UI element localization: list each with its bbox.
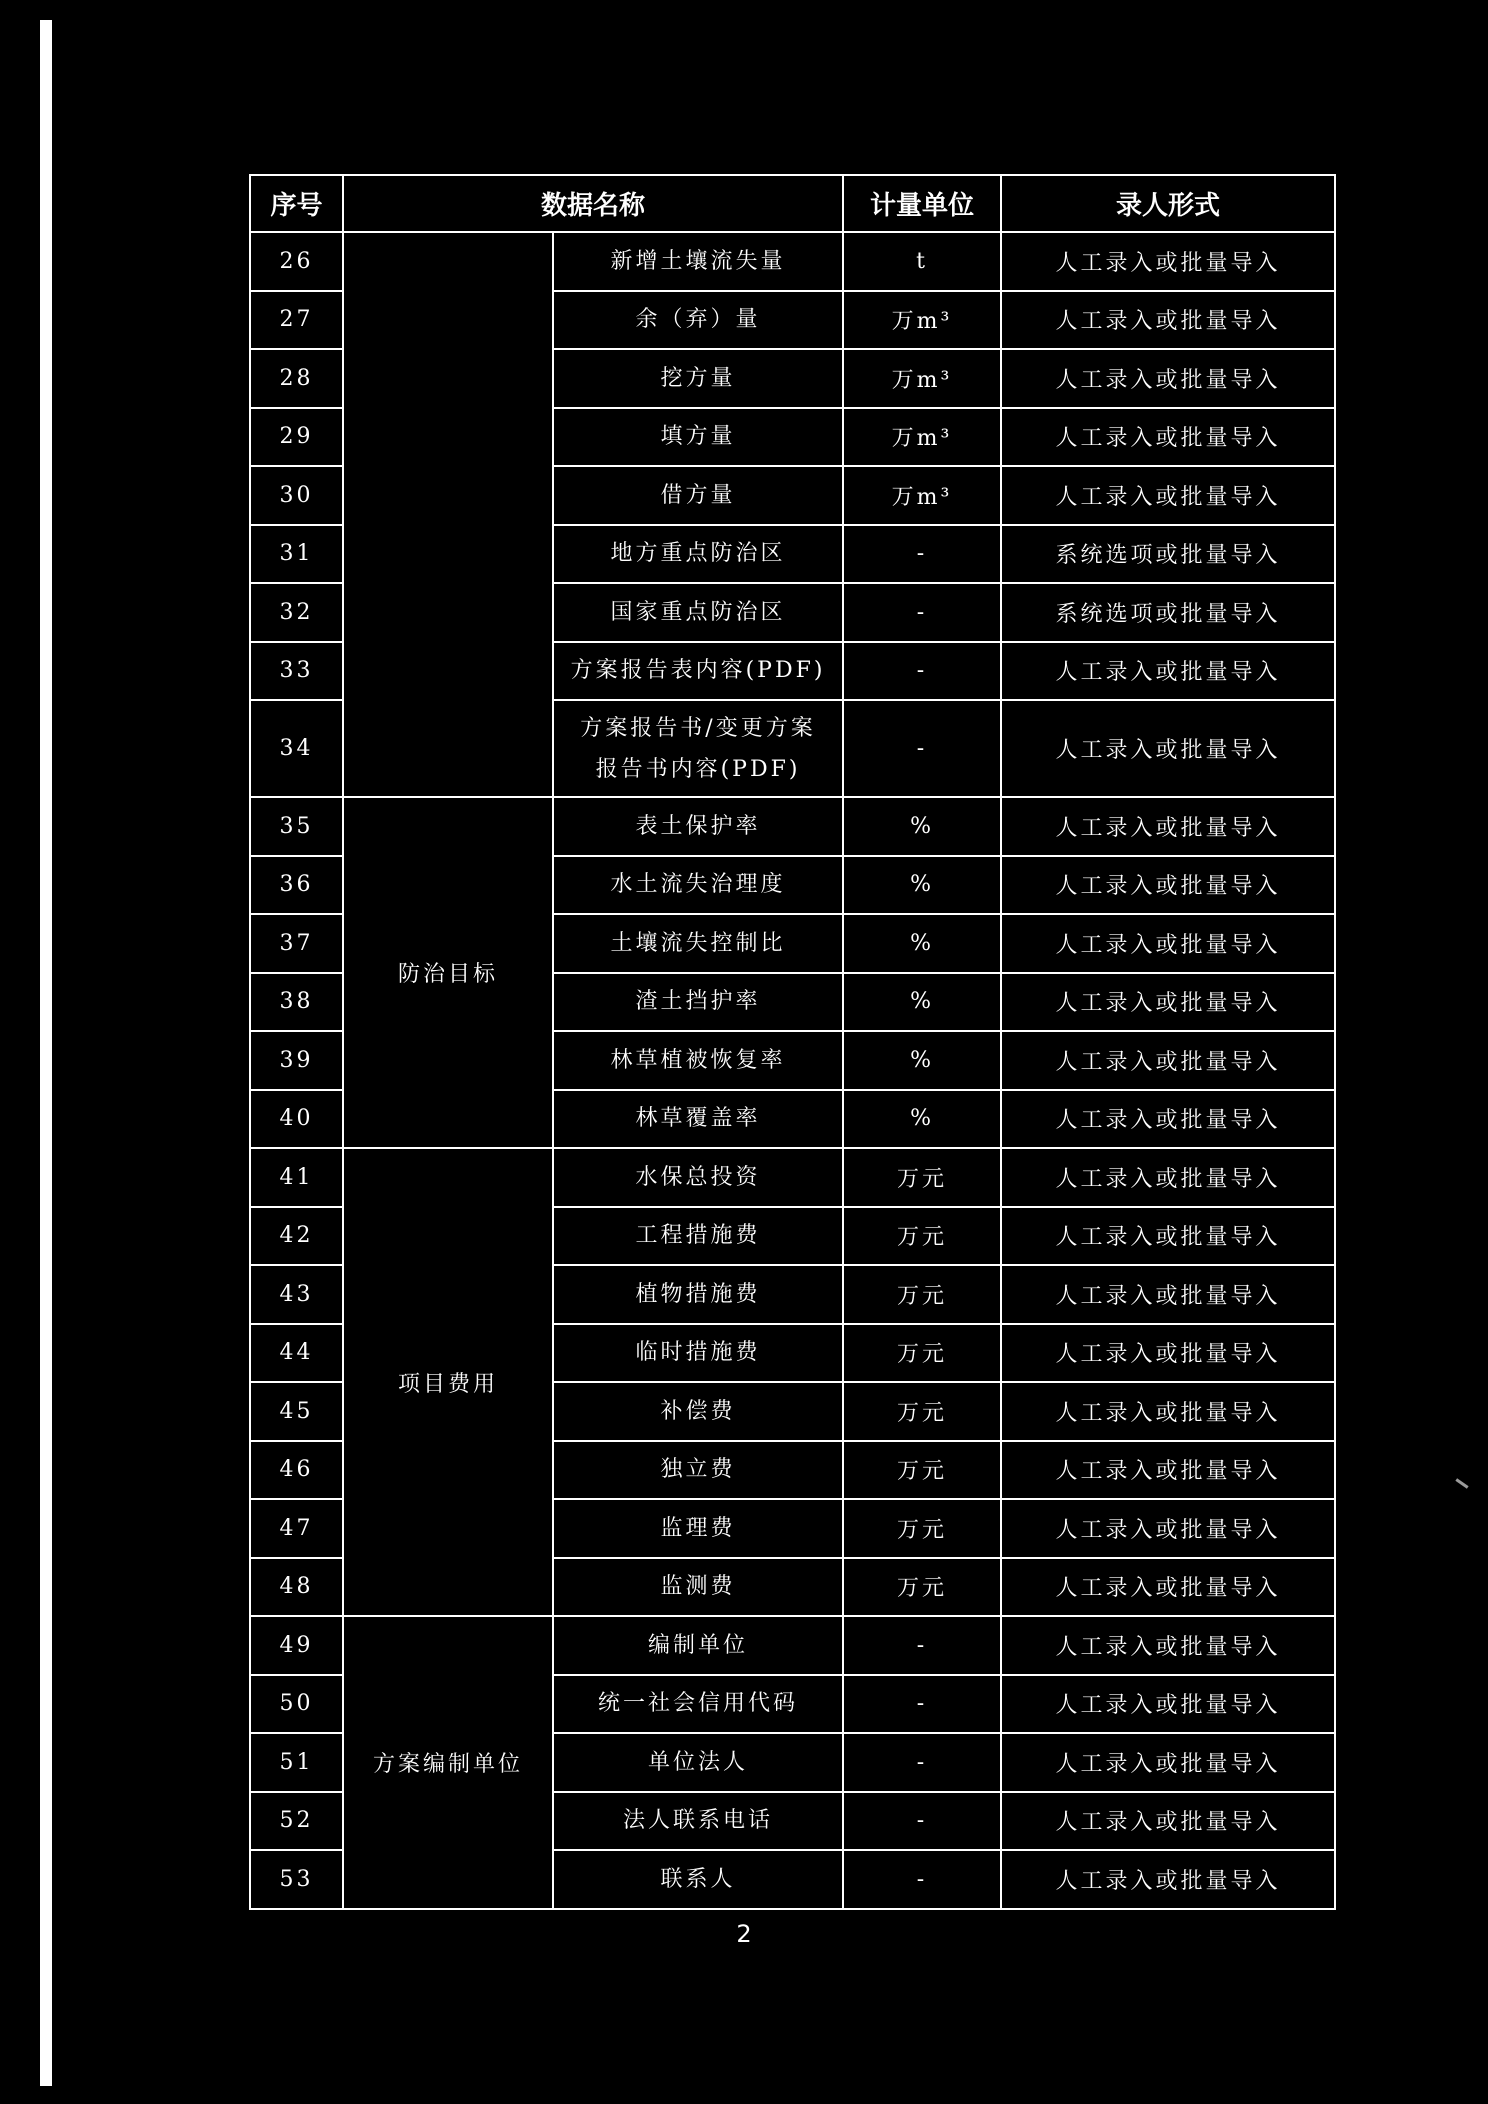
row-entry-mode: 人工录入或批量导入 xyxy=(1001,1324,1335,1383)
row-entry-mode: 人工录入或批量导入 xyxy=(1001,1441,1335,1500)
row-unit: % xyxy=(843,797,1001,856)
table-row xyxy=(250,232,1335,291)
table-header-row xyxy=(250,175,1335,232)
row-no: 26 xyxy=(250,232,343,291)
row-entry-mode: 系统选项或批量导入 xyxy=(1001,583,1335,642)
header-entry-mode: 录人形式 xyxy=(1001,175,1335,232)
row-name: 编制单位 xyxy=(553,1616,843,1675)
row-entry-mode: 人工录入或批量导入 xyxy=(1001,1733,1335,1792)
row-name: 新增土壤流失量 xyxy=(553,232,843,291)
row-no: 30 xyxy=(250,466,343,525)
row-unit: % xyxy=(843,914,1001,973)
row-unit: 万元 xyxy=(843,1382,1001,1441)
row-no: 38 xyxy=(250,973,343,1032)
page-number: 2 xyxy=(736,1920,752,1948)
row-name: 林草植被恢复率 xyxy=(553,1031,843,1090)
row-name: 地方重点防治区 xyxy=(553,525,843,584)
row-entry-mode: 人工录入或批量导入 xyxy=(1001,642,1335,701)
row-category: 项目费用 xyxy=(343,1148,553,1616)
row-unit: 万元 xyxy=(843,1324,1001,1383)
row-name: 临时措施费 xyxy=(553,1324,843,1383)
row-no: 44 xyxy=(250,1324,343,1383)
row-no: 32 xyxy=(250,583,343,642)
row-entry-mode: 人工录入或批量导入 xyxy=(1001,349,1335,408)
row-unit: % xyxy=(843,1090,1001,1149)
row-name: 土壤流失控制比 xyxy=(553,914,843,973)
row-entry-mode: 人工录入或批量导入 xyxy=(1001,914,1335,973)
data-field-table xyxy=(249,174,1336,1910)
row-unit: 万元 xyxy=(843,1265,1001,1324)
row-unit: 万元 xyxy=(843,1441,1001,1500)
row-entry-mode: 人工录入或批量导入 xyxy=(1001,1090,1335,1149)
table-row xyxy=(250,1616,1335,1675)
row-category xyxy=(343,232,553,797)
row-name: 水保总投资 xyxy=(553,1148,843,1207)
row-name: 工程措施费 xyxy=(553,1207,843,1266)
row-name: 单位法人 xyxy=(553,1733,843,1792)
row-name: 渣土挡护率 xyxy=(553,973,843,1032)
row-entry-mode: 人工录入或批量导入 xyxy=(1001,466,1335,525)
row-name: 独立费 xyxy=(553,1441,843,1500)
row-entry-mode: 人工录入或批量导入 xyxy=(1001,1616,1335,1675)
row-entry-mode: 系统选项或批量导入 xyxy=(1001,525,1335,584)
row-name: 余（弃）量 xyxy=(553,291,843,350)
row-unit: - xyxy=(843,583,1001,642)
row-unit: - xyxy=(843,1792,1001,1851)
row-name: 挖方量 xyxy=(553,349,843,408)
row-name: 监理费 xyxy=(553,1499,843,1558)
row-entry-mode: 人工录入或批量导入 xyxy=(1001,1499,1335,1558)
row-no: 43 xyxy=(250,1265,343,1324)
row-entry-mode: 人工录入或批量导入 xyxy=(1001,1148,1335,1207)
row-entry-mode: 人工录入或批量导入 xyxy=(1001,1207,1335,1266)
row-name: 联系人 xyxy=(553,1850,843,1909)
row-no: 46 xyxy=(250,1441,343,1500)
row-unit: - xyxy=(843,1850,1001,1909)
row-name: 植物措施费 xyxy=(553,1265,843,1324)
row-unit: t xyxy=(843,232,1001,291)
row-no: 53 xyxy=(250,1850,343,1909)
row-unit: 万m³ xyxy=(843,349,1001,408)
row-entry-mode: 人工录入或批量导入 xyxy=(1001,1265,1335,1324)
row-entry-mode: 人工录入或批量导入 xyxy=(1001,1031,1335,1090)
row-entry-mode: 人工录入或批量导入 xyxy=(1001,1558,1335,1617)
row-unit: 万m³ xyxy=(843,291,1001,350)
row-unit: 万m³ xyxy=(843,408,1001,467)
row-unit: 万元 xyxy=(843,1558,1001,1617)
row-no: 27 xyxy=(250,291,343,350)
row-name: 方案报告表内容(PDF) xyxy=(553,642,843,701)
row-entry-mode: 人工录入或批量导入 xyxy=(1001,797,1335,856)
header-data-name: 数据名称 xyxy=(343,175,843,232)
row-no: 45 xyxy=(250,1382,343,1441)
row-no: 51 xyxy=(250,1733,343,1792)
scan-speck xyxy=(1455,1478,1468,1488)
row-no: 36 xyxy=(250,856,343,915)
row-entry-mode: 人工录入或批量导入 xyxy=(1001,1850,1335,1909)
header-serial-no: 序号 xyxy=(250,175,343,232)
row-no: 49 xyxy=(250,1616,343,1675)
row-unit: 万元 xyxy=(843,1148,1001,1207)
row-category: 防治目标 xyxy=(343,797,553,1148)
row-entry-mode: 人工录入或批量导入 xyxy=(1001,1382,1335,1441)
row-no: 29 xyxy=(250,408,343,467)
row-entry-mode: 人工录入或批量导入 xyxy=(1001,856,1335,915)
row-name: 法人联系电话 xyxy=(553,1792,843,1851)
row-no: 37 xyxy=(250,914,343,973)
row-unit: - xyxy=(843,700,1001,797)
row-unit: - xyxy=(843,642,1001,701)
row-name: 国家重点防治区 xyxy=(553,583,843,642)
table-row xyxy=(250,1148,1335,1207)
row-name xyxy=(553,700,843,797)
row-name: 表土保护率 xyxy=(553,797,843,856)
row-unit: % xyxy=(843,856,1001,915)
row-no: 34 xyxy=(250,700,343,797)
row-entry-mode: 人工录入或批量导入 xyxy=(1001,408,1335,467)
row-name: 填方量 xyxy=(553,408,843,467)
row-name-line: 报告书内容(PDF) xyxy=(595,756,801,782)
row-unit: - xyxy=(843,525,1001,584)
row-no: 47 xyxy=(250,1499,343,1558)
row-name: 林草覆盖率 xyxy=(553,1090,843,1149)
row-unit: 万元 xyxy=(843,1207,1001,1266)
row-entry-mode: 人工录入或批量导入 xyxy=(1001,973,1335,1032)
row-unit: - xyxy=(843,1675,1001,1734)
row-no: 48 xyxy=(250,1558,343,1617)
row-name: 统一社会信用代码 xyxy=(553,1675,843,1734)
row-category: 方案编制单位 xyxy=(343,1616,553,1909)
row-unit: 万元 xyxy=(843,1499,1001,1558)
scan-page-edge xyxy=(40,20,52,2086)
row-name: 监测费 xyxy=(553,1558,843,1617)
row-no: 42 xyxy=(250,1207,343,1266)
row-unit: 万m³ xyxy=(843,466,1001,525)
row-no: 40 xyxy=(250,1090,343,1149)
row-unit: - xyxy=(843,1616,1001,1675)
row-entry-mode: 人工录入或批量导入 xyxy=(1001,700,1335,797)
row-unit: % xyxy=(843,973,1001,1032)
row-unit: % xyxy=(843,1031,1001,1090)
row-name: 补偿费 xyxy=(553,1382,843,1441)
table-row xyxy=(250,797,1335,856)
row-entry-mode: 人工录入或批量导入 xyxy=(1001,1675,1335,1734)
row-entry-mode: 人工录入或批量导入 xyxy=(1001,1792,1335,1851)
row-unit: - xyxy=(843,1733,1001,1792)
row-no: 50 xyxy=(250,1675,343,1734)
row-entry-mode: 人工录入或批量导入 xyxy=(1001,291,1335,350)
row-no: 39 xyxy=(250,1031,343,1090)
row-no: 52 xyxy=(250,1792,343,1851)
row-no: 28 xyxy=(250,349,343,408)
row-no: 31 xyxy=(250,525,343,584)
header-unit: 计量单位 xyxy=(843,175,1001,232)
row-no: 41 xyxy=(250,1148,343,1207)
row-no: 33 xyxy=(250,642,343,701)
row-name: 借方量 xyxy=(553,466,843,525)
row-name-line: 方案报告书/变更方案 xyxy=(580,715,816,741)
row-entry-mode: 人工录入或批量导入 xyxy=(1001,232,1335,291)
row-no: 35 xyxy=(250,797,343,856)
row-name: 水土流失治理度 xyxy=(553,856,843,915)
